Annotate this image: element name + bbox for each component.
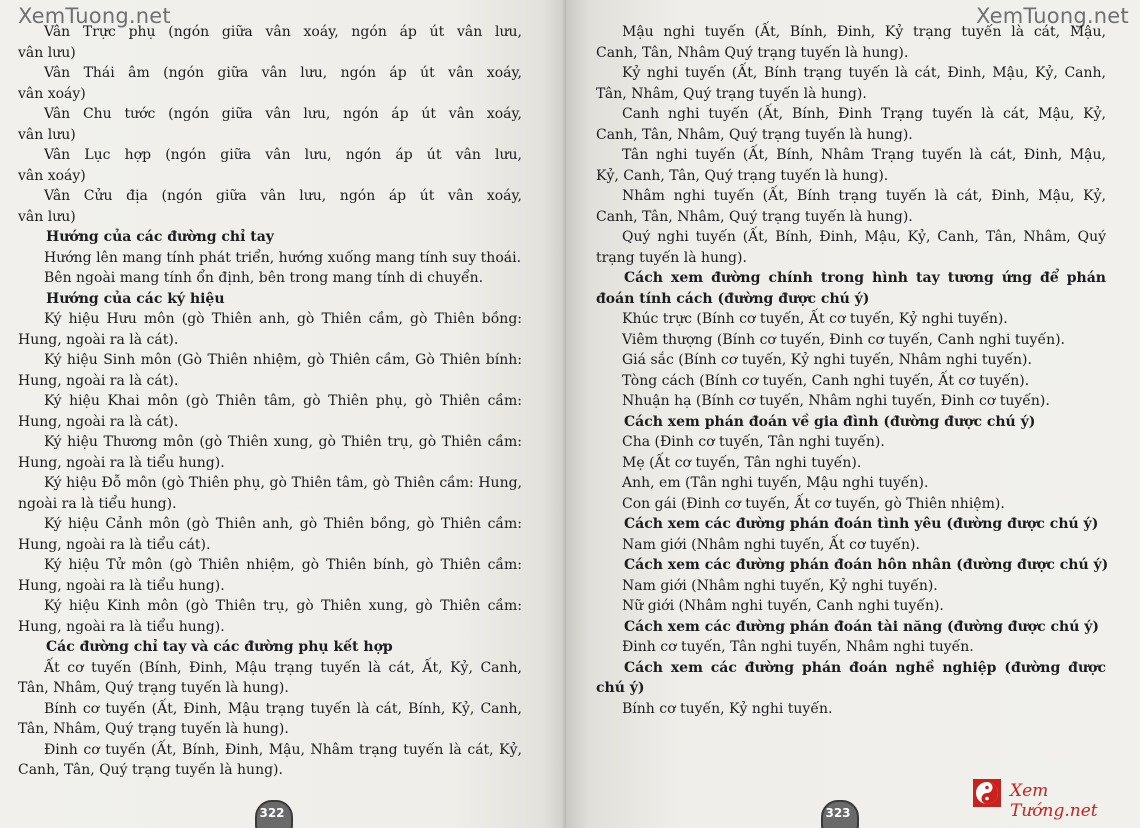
text-line: Canh, Tân, Quý trạng tuyến là hung). xyxy=(18,762,283,778)
text-line: Ký hiệu Hưu môn (gò Thiên anh, gò Thiên cầm, gò Thiên bồng: xyxy=(44,311,522,327)
text-line: Canh, Tân, Nhâm Quý trạng tuyến là hung). xyxy=(596,44,909,61)
text-line: Nam giới (Nhâm nghi tuyến, Kỷ nghi tuyến). xyxy=(622,577,938,594)
text-line: Tân, Nhâm, Quý trạng tuyến là hung). xyxy=(18,680,289,696)
text-line: Bính cơ tuyến (Ất, Đinh, Mậu trạng tuyến là cát, Bính, Kỷ, Canh, xyxy=(44,700,522,717)
text-line: Đinh cơ tuyến (Ất, Bính, Đinh, Mậu, Nhâm trạng tuyến là cát, Kỷ, xyxy=(44,741,522,758)
text-line: Hung, ngoài ra là tiểu hung). xyxy=(18,577,225,594)
page-number-right xyxy=(818,798,858,826)
text-line: vân lưu) xyxy=(18,208,76,225)
text-line: Canh, Tân, Nhâm, Quý trạng tuyến là hung). xyxy=(596,208,913,225)
left-page xyxy=(0,0,566,828)
text-line: Giá sắc (Bính cơ tuyến, Kỷ nghi tuyến, Nhâm nghi tuyến). xyxy=(622,352,1032,368)
text-line: Kỷ, Canh, Tân, Quý trạng tuyến là hung). xyxy=(596,167,889,184)
text-line: vân lưu) xyxy=(18,44,76,61)
text-line: Hung, ngoài ra là tiểu hung). xyxy=(18,618,225,635)
text-line: Bính cơ tuyến, Kỷ nghi tuyến. xyxy=(622,700,833,717)
section-heading: Cách xem phán đoán về gia đình (đường được chú ý) xyxy=(624,413,1036,430)
text-line: Canh nghi tuyến (Ất, Bính, Đinh Trạng tuyến là cát, Mậu, Kỷ, xyxy=(622,106,1106,122)
text-line: Tòng cách (Bính cơ tuyến, Canh nghi tuyến, Ất cơ tuyến). xyxy=(622,372,1030,389)
text-line: Ký hiệu Thương môn (gò Thiên xung, gò Thiên trụ, gò Thiên cầm: xyxy=(44,434,522,450)
section-heading: Cách xem các đường phán đoán tình yêu (đường được chú ý) xyxy=(624,516,1099,532)
text-line: Ký hiệu Cảnh môn (gò Thiên anh, gò Thiên bồng, gò Thiên cầm: xyxy=(44,516,522,532)
section-heading: Cách xem các đường phán đoán tài năng (đường được chú ý) xyxy=(624,618,1100,635)
text-line: Ký hiệu Sinh môn (Gò Thiên nhiệm, gò Thiên cầm, Gò Thiên bính: xyxy=(44,352,522,368)
text-line: Kỷ nghi tuyến (Ất, Bính trạng tuyến là cát, Đinh, Mậu, Kỷ, Canh, xyxy=(622,65,1106,81)
text-line: Đinh cơ tuyến, Tân nghi tuyến, Nhâm nghi tuyến. xyxy=(622,639,974,655)
text-line: ngoài ra là tiểu hung). xyxy=(18,495,177,512)
page-number-text: 323 xyxy=(825,806,851,820)
left-page-text xyxy=(18,22,522,781)
text-line: Tân, Nhâm, Quý trạng tuyến là hung). xyxy=(18,721,289,737)
text-line: Mẹ (Ất cơ tuyến, Tân nghi tuyến). xyxy=(622,454,862,471)
text-line: Vân Thái âm (ngón giữa vân lưu, ngón áp út vân xoáy, xyxy=(44,65,522,81)
page-number-text: 322 xyxy=(259,806,285,820)
logo-text: Xem Tướng.net xyxy=(1010,781,1098,821)
text-line: Nhâm nghi tuyến (Ất, Bính trạng tuyến là cát, Đinh, Mậu, Kỷ, xyxy=(622,188,1106,204)
text-line: Ký hiệu Tử môn (gò Thiên nhiệm, gò Thiên bính, gò Thiên cầm: xyxy=(44,557,522,573)
text-line: Quý nghi tuyến (Ất, Bính, Đinh, Mậu, Kỷ, Canh, Tân, Nhâm, Quý xyxy=(622,229,1106,245)
section-heading: đoán tính cách (đường được chú ý) xyxy=(596,290,870,307)
text-line: Hung, ngoài ra là tiểu hung). xyxy=(18,454,225,471)
section-heading: Cách xem các đường phán đoán nghề nghiệp (đường được xyxy=(624,659,1106,676)
section-heading: Hướng của các đường chỉ tay xyxy=(46,229,274,245)
text-line: Anh, em (Tân nghi tuyến, Mậu nghi tuyến). xyxy=(622,475,929,491)
section-heading: Hướng của các ký hiệu xyxy=(46,290,225,307)
text-line: Cha (Đinh cơ tuyến, Tân nghi tuyến). xyxy=(622,434,885,450)
text-line: Hung, ngoài ra là tiểu cát). xyxy=(18,536,211,553)
text-line: Mậu nghi tuyến (Ất, Bính, Đinh, Kỷ trạng tuyến là cát, Mậu, xyxy=(622,24,1106,40)
text-line: Viêm thượng (Bính cơ tuyến, Đinh cơ tuyến, Canh nghi tuyến). xyxy=(622,331,1066,348)
text-line: Hung, ngoài ra là cát). xyxy=(18,413,179,430)
watermark-right: XemTuong.net xyxy=(976,4,1129,28)
text-line: Hung, ngoài ra là cát). xyxy=(18,372,179,389)
right-page xyxy=(566,0,1140,828)
text-line: Nhuận hạ (Bính cơ tuyến, Nhâm nghi tuyến, Đinh cơ tuyến). xyxy=(622,393,1050,409)
text-line: vân xoáy) xyxy=(18,85,86,102)
yin-yang-icon xyxy=(972,778,1002,808)
text-line: Nữ giới (Nhâm nghi tuyến, Canh nghi tuyến). xyxy=(622,598,944,614)
page-number-left xyxy=(252,798,292,826)
text-line: Hung, ngoài ra là cát). xyxy=(18,331,179,348)
section-heading: Các đường chỉ tay và các đường phụ kết hợp xyxy=(46,639,393,655)
text-line: Canh, Tân, Nhâm, Quý trạng tuyến là hung). xyxy=(596,126,913,143)
text-line: Bên ngoài mang tính ổn định, bên trong mang tính di chuyển. xyxy=(44,270,484,286)
section-heading: chú ý) xyxy=(596,680,645,696)
text-line: Vân Lục hợp (ngón giữa vân lưu, ngón áp út vân lưu, xyxy=(44,147,522,163)
text-line: Vân Cửu địa (ngón giữa vân lưu, ngón áp út vân xoáy, xyxy=(44,188,522,204)
text-line: Ất cơ tuyến (Bính, Đinh, Mậu trạng tuyến là cát, Ất, Kỷ, Canh, xyxy=(44,659,522,676)
section-heading: Cách xem các đường phán đoán hôn nhân (đường được chú ý) xyxy=(624,557,1109,573)
text-line: Hướng lên mang tính phát triển, hướng xuống mang tính suy thoái. xyxy=(44,249,522,266)
text-line: Khúc trực (Bính cơ tuyến, Ất cơ tuyến, Kỷ nghi tuyến). xyxy=(622,311,1008,327)
text-line: Tân nghi tuyến (Ất, Bính, Nhâm Trạng tuyến là cát, Đinh, Mậu, xyxy=(622,147,1106,163)
text-line: Con gái (Đinh cơ tuyến, Ất cơ tuyến, gò Thiên nhiệm). xyxy=(622,495,1005,512)
text-line: Tân, Nhâm, Quý trạng tuyến là hung). xyxy=(596,85,867,102)
text-line: vân xoáy) xyxy=(18,167,86,184)
right-page-text xyxy=(596,22,1109,719)
section-heading: Cách xem đường chính trong hình tay tương ứng để phán xyxy=(624,270,1106,286)
watermark-left: XemTuong.net xyxy=(18,4,171,28)
text-line: Nam giới (Nhâm nghi tuyến, Ất cơ tuyến). xyxy=(622,536,920,553)
text-line: Ký hiệu Đỗ môn (gò Thiên phụ, gò Thiên tâm, gò Thiên cầm: Hung, xyxy=(44,475,522,491)
text-line: Ký hiệu Khai môn (gò Thiên tâm, gò Thiên phụ, gò Thiên cầm: xyxy=(44,393,522,409)
text-line: Vân Chu tước (ngón giữa vân lưu, ngón áp út vân xoáy, xyxy=(44,106,522,122)
text-line: vân lưu) xyxy=(18,126,76,143)
site-logo xyxy=(972,778,1132,821)
text-line: Ký hiệu Kinh môn (gò Thiên trụ, gò Thiên xung, gò Thiên cầm: xyxy=(44,598,522,614)
text-line: Vân Trực phụ (ngón giữa vân xoáy, ngón áp út vân lưu, xyxy=(44,24,522,40)
text-line: trạng tuyến là hung). xyxy=(596,249,747,266)
